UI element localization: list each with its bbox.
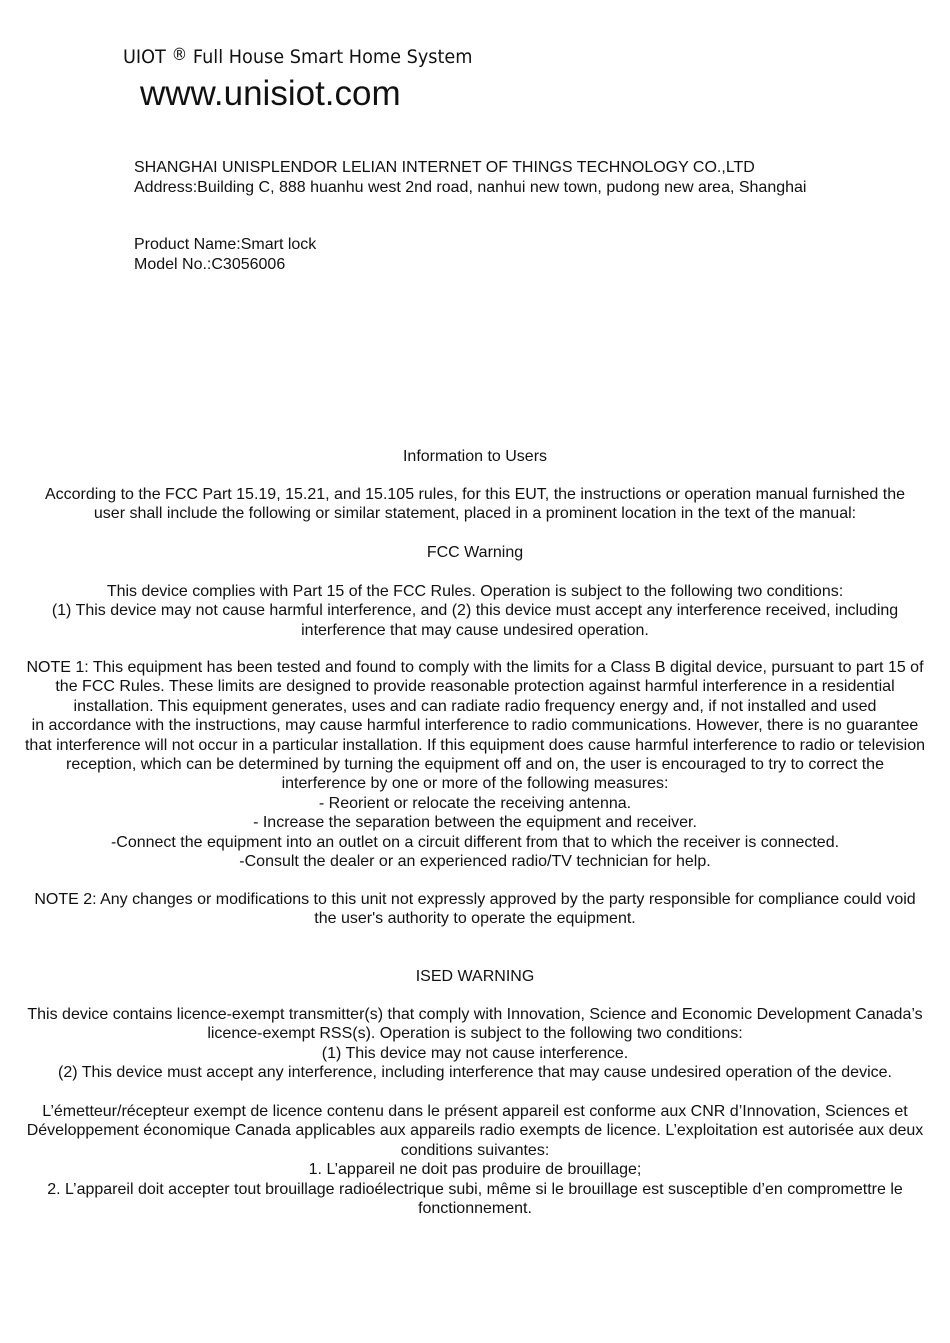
paragraph-line: Développement économique Canada applicables aux appareils radio exempts de licence. L’exploitation est autorisée aux deux <box>26 1122 924 1140</box>
paragraph-line: interference by one or more of the following measures: <box>281 775 669 793</box>
paragraph-line: 2. L’appareil doit accepter tout brouillage radioélectrique subi, même si le brouillage est susceptible d’en compromettre le <box>47 1180 903 1198</box>
paragraph-line: the FCC Rules. These limits are designed to provide reasonable protection against harmful interference in a residential <box>55 678 895 696</box>
paragraph-line: According to the FCC Part 15.19, 15.21, and 15.105 rules, for this EUT, the instructions or operation manual furnished the <box>44 486 906 503</box>
paragraph-line: This device complies with Part 15 of the FCC Rules. Operation is subject to the following two conditions: <box>106 583 844 600</box>
paragraph-line: 1. L’appareil ne doit pas produire de brouillage; <box>308 1161 642 1179</box>
measure-item: - Reorient or relocate the receiving antenna. <box>318 794 632 812</box>
ised-warning-english <box>0 1005 950 1083</box>
company-block <box>134 158 806 198</box>
paragraph-line: (2) This device must accept any interference, including interference that may cause undesired operation of the device. <box>58 1064 892 1082</box>
ised-warning-french <box>0 1102 950 1218</box>
ised-warning-title: ISED WARNING <box>415 968 535 985</box>
paragraph-line: NOTE 1: This equipment has been tested and found to comply with the limits for a Class B digital device, pursuant to part 15 of <box>26 659 924 676</box>
paragraph-line: L’émetteur/récepteur exempt de licence contenu dans le présent appareil est conforme aux CNR d’Innovation, Sciences et <box>42 1103 908 1120</box>
measure-item: - Increase the separation between the equipment and receiver. <box>253 814 697 832</box>
info-to-users-title: Information to Users <box>402 448 548 465</box>
measure-item: -Consult the dealer or an experienced radio/TV technician for help. <box>239 853 711 871</box>
note-1 <box>0 658 950 871</box>
paragraph-line: reception, which can be determined by turning the equipment off and on, the user is encouraged to try to correct the <box>66 756 884 774</box>
paragraph-line: that interference will not occur in a particular installation. If this equipment does cause harmful interference to radio or television <box>24 736 926 754</box>
paragraph-line: conditions suivantes: <box>400 1141 550 1159</box>
paragraph-line: (1) This device may not cause harmful interference, and (2) this device must accept any interference received, including <box>51 602 899 620</box>
paragraph-line: NOTE 2: Any changes or modifications to this unit not expressly approved by the party responsible for compliance could void <box>34 891 916 908</box>
paragraph-line: interference that may cause undesired operation. <box>301 621 649 639</box>
fcc-warning-section <box>0 543 950 562</box>
brand-prefix: UIOT <box>123 46 166 68</box>
paragraph-line: in accordance with the instructions, may cause harmful interference to radio communications. However, there is no guarantee <box>31 717 919 735</box>
measure-item: -Connect the equipment into an outlet on a circuit different from that to which the receiver is connected. <box>110 833 840 851</box>
info-to-users-body <box>0 485 950 524</box>
ised-warning-section <box>0 967 950 986</box>
model-number: Model No.:C3056006 <box>134 256 286 273</box>
company-name: SHANGHAI UNISPLENDOR LELIAN INTERNET OF THINGS TECHNOLOGY CO.,LTD <box>134 159 755 176</box>
website-url: www.unisiot.com <box>140 74 401 113</box>
paragraph-line: fonctionnement. <box>418 1200 532 1218</box>
paragraph-line: installation. This equipment generates, uses and can radiate radio frequency energy and, if not installed and used <box>73 697 877 715</box>
registered-mark-icon: ® <box>171 45 188 65</box>
brand-suffix: Full House Smart Home System <box>192 46 473 68</box>
info-to-users-section <box>0 447 950 466</box>
paragraph-line: user shall include the following or similar statement, placed in a prominent location in the text of the manual: <box>93 505 857 523</box>
company-address: Address:Building C, 888 huanhu west 2nd road, nanhui new town, pudong new area, Shanghai <box>134 179 807 196</box>
paragraph-line: the user's authority to operate the equipment. <box>314 910 636 928</box>
brand-title <box>123 46 472 68</box>
product-name: Product Name:Smart lock <box>134 236 317 253</box>
paragraph-line: (1) This device may not cause interference. <box>321 1044 629 1062</box>
paragraph-line: licence-exempt RSS(s). Operation is subject to the following two conditions: <box>207 1025 743 1043</box>
paragraph-line: This device contains licence-exempt transmitter(s) that comply with Innovation, Science and Economic Development Canada’s <box>27 1006 923 1023</box>
fcc-warning-title: FCC Warning <box>426 544 524 561</box>
note-2 <box>0 890 950 929</box>
fcc-warning-body <box>0 582 950 640</box>
product-block <box>134 235 316 275</box>
